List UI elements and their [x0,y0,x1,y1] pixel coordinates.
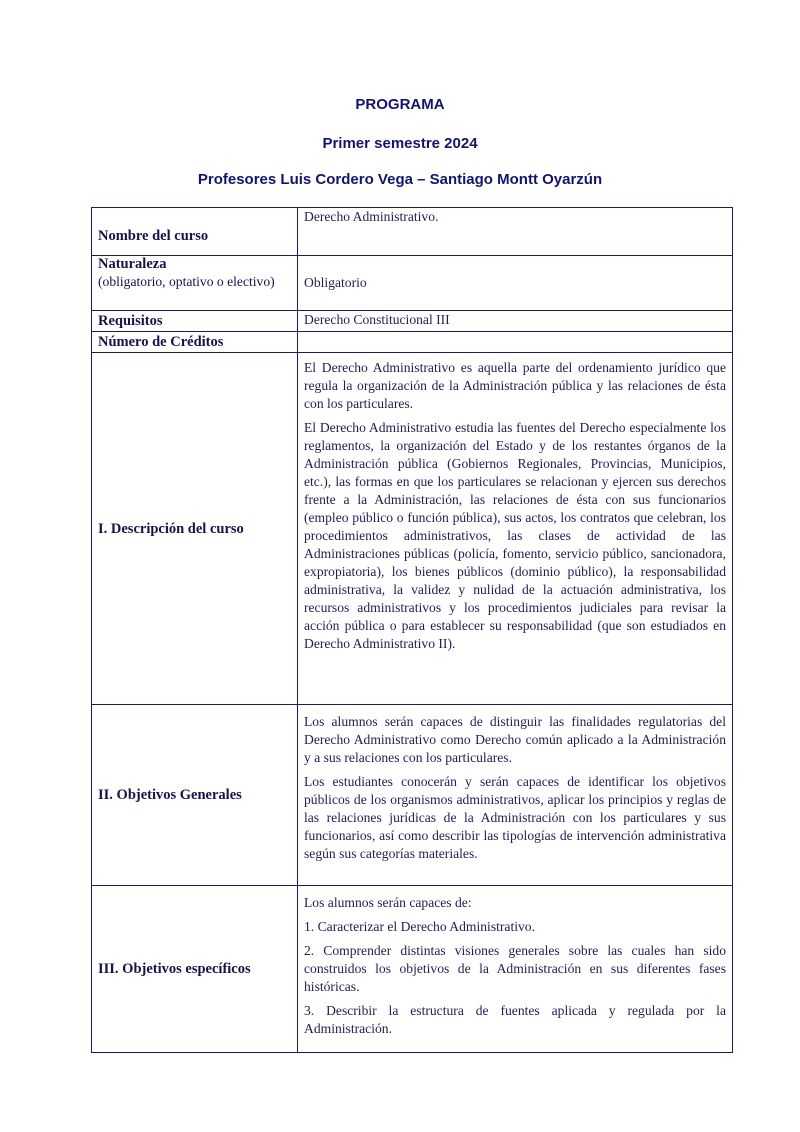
row-sublabel: (obligatorio, optativo o electivo) [98,274,275,289]
table-row [92,311,733,332]
table-row [92,256,733,311]
professors-heading: Profesores Luis Cordero Vega – Santiago Montt Oyarzún [197,171,603,188]
row-value [298,332,733,353]
row-label: Naturaleza [98,256,167,272]
row-value: Derecho Administrativo. [298,208,733,256]
document-title: PROGRAMA [355,96,445,113]
paragraph: Los alumnos serán capaces de: [304,895,472,910]
row-label: I. Descripción del curso [92,353,298,705]
paragraph: Los alumnos serán capaces de distinguir las finalidades regulatorias del Derecho Administrativo como Derecho común aplicado a la Administración y a sus relaciones con los particulares. [304,714,726,765]
course-info-table [91,207,733,1053]
table-row [92,705,733,886]
row-label: II. Objetivos Generales [92,705,298,886]
paragraph: 1. Caracterizar el Derecho Administrativo. [304,919,536,934]
paragraph: El Derecho Administrativo es aquella parte del ordenamiento jurídico que regula la organización de la Administración pública y las relaciones de ésta con los particulares. [304,360,726,411]
row-value: Derecho Constitucional III [298,311,733,332]
row-label: Requisitos [92,311,298,332]
paragraph: 2. Comprender distintas visiones generales sobre las cuales han sido construidos los objetivos de la Administración en sus diferentes fases históricas. [304,943,726,994]
table-row [92,353,733,705]
paragraph: 3. Describir la estructura de fuentes aplicada y regulada por la Administración. [304,1003,726,1036]
row-value: Obligatorio [298,256,733,311]
row-label: Nombre del curso [92,208,298,256]
table-row [92,208,733,256]
semester-heading: Primer semestre 2024 [322,135,478,152]
row-label: III. Objetivos específicos [92,886,298,1053]
paragraph: El Derecho Administrativo estudia las fuentes del Derecho especialmente los reglamentos, la organización del Estado y de los restantes órganos de la Administración pública (Gobiernos Regionales, Provincias, Municipios, etc.), las formas en que los particulares se relacionan y ejercen sus derechos frente a la Administración, las relaciones de ésta con sus funcionarios (empleo público o función pública), sus actos, los contratos que celebran, los procedimientos administrativos, las clases de actividad de las Administraciones públicas (policía, fomento, servicio público, sancionadora, expropiatoria), los bienes públicos (dominio público), la responsabilidad administrativa, la validez y nulidad de la actuación administrativa, los recursos administrativos y los procedimientos judiciales para revisar la acción pública o para establecer su responsabilidad (que son estudiados en Derecho Administrativo II). [304,420,726,651]
table-row [92,332,733,353]
paragraph: Los estudiantes conocerán y serán capaces de identificar los objetivos públicos de los organismos administrativos, aplicar los principios y reglas de las relaciones jurídicas de la Administración con los particulares y sus funcionarios, así como describir las tipologías de intervención administrativa según sus categorías materiales. [304,774,726,861]
table-row [92,886,733,1053]
row-label: Número de Créditos [92,332,298,353]
